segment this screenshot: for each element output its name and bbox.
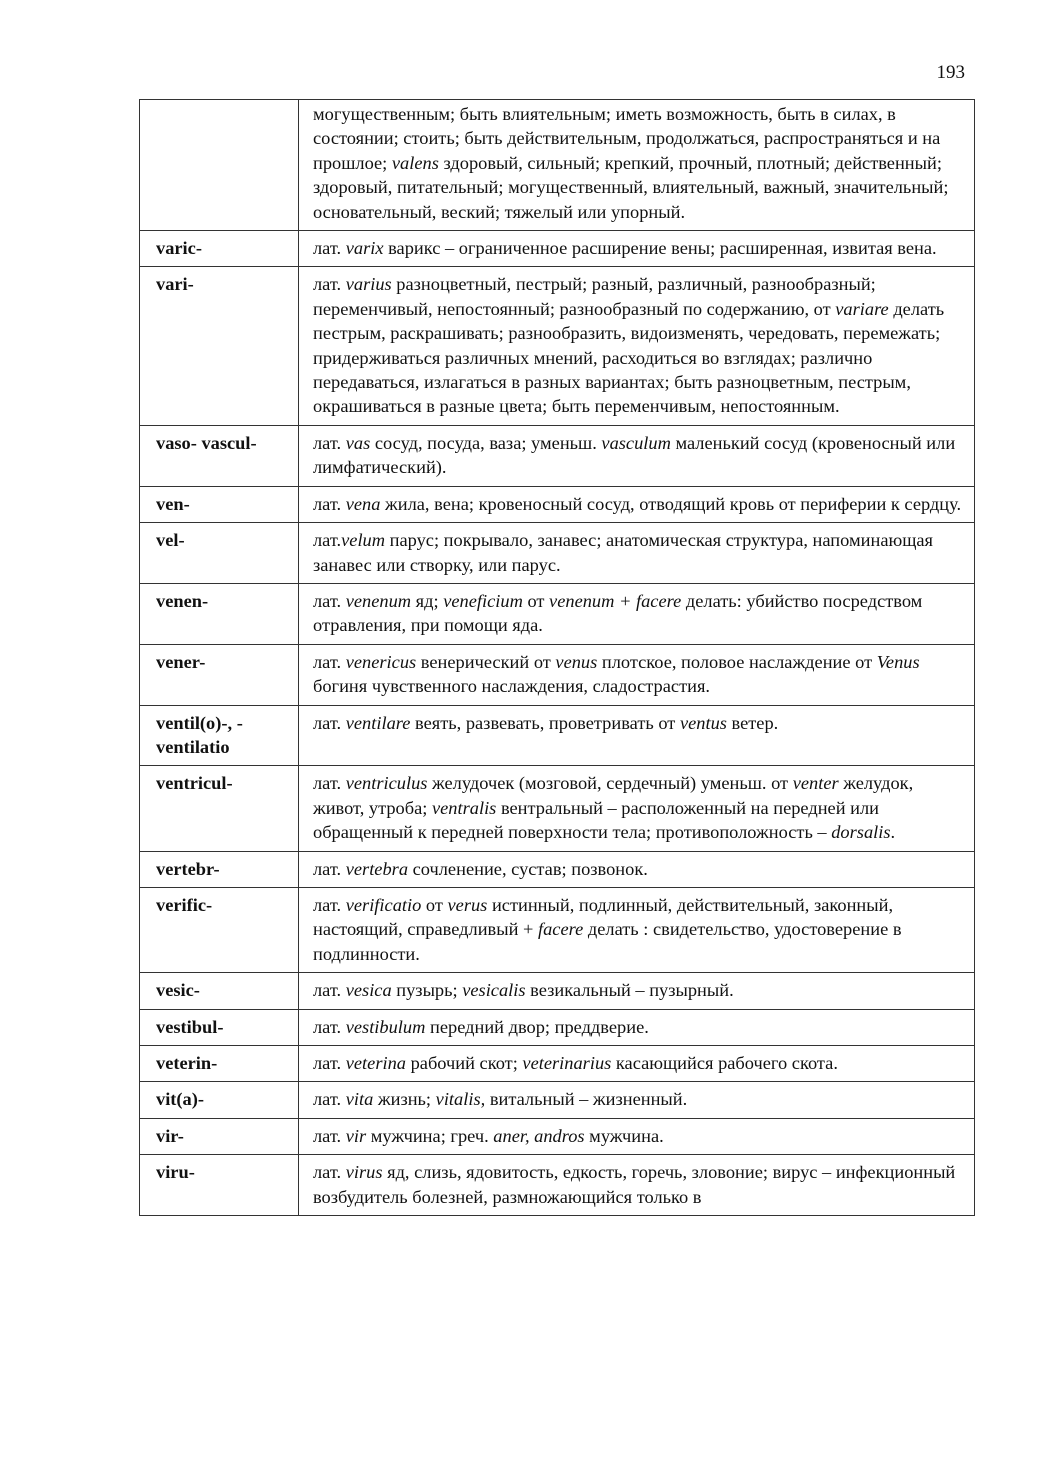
latin-term: vesica	[345, 980, 392, 1001]
definition-cell	[299, 425, 975, 486]
dictionary-row	[140, 1009, 975, 1045]
definition-text: лат.	[313, 1162, 346, 1183]
definition-text: лат.	[313, 712, 346, 733]
definition-text: жизнь;	[373, 1089, 436, 1110]
latin-term: valens	[391, 152, 439, 173]
definition-cell	[299, 851, 975, 887]
term-cell: vestibul-	[140, 1009, 299, 1045]
latin-term: vita	[345, 1089, 374, 1110]
definition-text: от	[421, 894, 448, 915]
definition-cell	[299, 100, 975, 231]
definition-text: разноцветный, пестрый; разный, различный, разнообразный; переменчивый, непостоянный; разнообразный по содержанию, от	[313, 274, 876, 319]
definition-text: .	[890, 822, 896, 843]
term-cell: vir-	[140, 1118, 299, 1154]
definition-text: веять, развевать, проветривать от	[410, 712, 680, 733]
definition-text: лат.	[313, 894, 346, 915]
term-cell: venen-	[140, 583, 299, 644]
definition-text: лат.	[313, 1125, 346, 1146]
term-cell: vesic-	[140, 973, 299, 1009]
definition-cell	[299, 887, 975, 972]
dictionary-row	[140, 231, 975, 267]
definition-text: истинный, подлинный, действительный, законный, настоящий, справедливый +	[313, 894, 894, 940]
definition-text: лат.	[313, 651, 346, 672]
term-cell	[140, 100, 299, 231]
definition-text: венерический от	[416, 651, 556, 672]
term-cell: ventil(o)-, - ventilatio	[140, 705, 299, 766]
latin-term: ventus	[679, 712, 727, 733]
term-cell: vener-	[140, 644, 299, 705]
definition-cell	[299, 231, 975, 267]
dictionary-row	[140, 1082, 975, 1118]
definition-cell	[299, 1082, 975, 1118]
dictionary-row	[140, 100, 975, 231]
dictionary-row	[140, 267, 975, 425]
latin-term: vertebra	[345, 858, 409, 879]
definition-cell	[299, 766, 975, 851]
term-cell: ven-	[140, 486, 299, 522]
latin-term: veneficium	[443, 590, 523, 611]
definition-text: касающийся рабочего скота.	[611, 1053, 838, 1073]
definition-text: парус; покрывало, занавес; анатомическая структура, напоминающая занавес или створку, или парус.	[313, 530, 934, 575]
latin-term: ventralis	[431, 797, 497, 818]
latin-term: verus	[447, 894, 488, 915]
term-cell: vaso- vascul-	[140, 425, 299, 486]
latin-term: venenum	[345, 590, 412, 611]
definition-cell	[299, 486, 975, 522]
latin-term: vesicalis	[462, 980, 526, 1001]
definition-text: пузырь;	[391, 980, 463, 1001]
definition-text: делать: убийство посредством отравления, при помощи яда.	[313, 590, 923, 636]
definition-text: яд;	[411, 590, 444, 611]
latin-term: dorsalis	[831, 822, 891, 843]
definition-text: лат.	[313, 1089, 346, 1110]
definition-text: лат.	[313, 493, 346, 514]
definition-text: яд, слизь, ядовитость, едкость, горечь, зловоние; вирус – инфекционный возбудитель болезней, размножающийся только в	[313, 1162, 956, 1207]
latin-term: venericus	[345, 651, 417, 672]
latin-term: venus	[555, 651, 598, 672]
latin-term: varix	[345, 238, 384, 259]
latin-term: aner, andros	[493, 1125, 585, 1146]
latin-term: velum	[341, 530, 386, 551]
term-cell: vari-	[140, 267, 299, 425]
latin-term: vena	[345, 493, 381, 514]
definition-text: лат.	[313, 858, 346, 879]
term-cell: veterin-	[140, 1046, 299, 1082]
latin-term: vir	[345, 1125, 367, 1146]
definition-text: здоровый, сильный; крепкий, прочный, плотный; действенный; здоровый, питательный; могущественный, влиятельный, важный, значительный; основательный, веский; тяжелый или упорный.	[313, 152, 949, 222]
definition-text: сосуд, посуда, ваза; уменьш.	[370, 432, 602, 453]
latin-term: ventriculus	[345, 773, 428, 794]
definition-text: мужчина.	[584, 1125, 664, 1146]
latin-term: venter	[792, 773, 839, 794]
dictionary-row	[140, 705, 975, 766]
definition-text: лат.	[313, 590, 346, 611]
dictionary-row	[140, 851, 975, 887]
definition-cell	[299, 705, 975, 766]
term-cell: vit(a)-	[140, 1082, 299, 1118]
dictionary-row	[140, 973, 975, 1009]
definition-cell	[299, 523, 975, 584]
latin-term: veterinarius	[522, 1053, 612, 1073]
definition-text: лат.	[313, 530, 342, 551]
definition-text: лат.	[313, 238, 346, 259]
definition-text: сочленение, сустав; позвонок.	[408, 858, 648, 879]
definition-text: лат.	[313, 432, 346, 453]
term-cell: ventricul-	[140, 766, 299, 851]
definition-text: лат.	[313, 1016, 346, 1037]
definition-text: плотское, половое наслаждение от	[597, 651, 877, 672]
definition-text: рабочий скот;	[405, 1053, 523, 1073]
latin-term: varius	[345, 274, 392, 295]
dictionary-row	[140, 583, 975, 644]
definition-text: вентральный – расположенный на передней или обращенный к передней поверхности тела; противоположность –	[313, 797, 880, 843]
dictionary-row	[140, 766, 975, 851]
dictionary-row	[140, 425, 975, 486]
latin-term: vestibulum	[345, 1016, 426, 1037]
latin-term: verificatio	[345, 894, 422, 915]
definition-text: жила, вена; кровеносный сосуд, отводящий кровь от периферии к сердцу.	[380, 493, 962, 514]
term-cell: vertebr-	[140, 851, 299, 887]
latin-term: facere	[538, 919, 584, 940]
dictionary-row	[140, 887, 975, 972]
definition-text: лат.	[313, 980, 346, 1001]
term-cell: viru-	[140, 1155, 299, 1216]
term-cell: varic-	[140, 231, 299, 267]
definition-cell	[299, 973, 975, 1009]
term-cell: vel-	[140, 523, 299, 584]
latin-term: vasculum	[601, 432, 671, 453]
definition-text: передний двор; преддверие.	[425, 1016, 649, 1037]
latin-term: vitalis,	[435, 1089, 486, 1110]
dictionary-row	[140, 644, 975, 705]
definition-text: делать : свидетельство, удостоверение в подлинности.	[313, 919, 902, 964]
dictionary-row	[140, 523, 975, 584]
latin-term: ventilare	[345, 712, 411, 733]
latin-term: venenum + facere	[549, 590, 682, 611]
dictionary-table-body	[140, 100, 975, 1216]
definition-cell	[299, 583, 975, 644]
definition-cell	[299, 1155, 975, 1216]
definition-text: маленький сосуд (кровеносный или лимфатический).	[313, 432, 956, 478]
definition-text: варикс – ограниченное расширение вены; расширенная, извитая вена.	[383, 238, 937, 259]
latin-term: veterina	[345, 1053, 406, 1073]
definition-cell	[299, 1046, 975, 1082]
definition-text: лат.	[313, 773, 346, 794]
definition-text: от	[522, 590, 550, 611]
latin-term: variare	[835, 298, 889, 319]
dictionary-row	[140, 1155, 975, 1216]
definition-cell	[299, 644, 975, 705]
term-cell: verific-	[140, 887, 299, 972]
latin-term: vas	[345, 432, 371, 453]
latin-term: virus	[345, 1162, 383, 1183]
definition-text: мужчина; греч.	[366, 1125, 494, 1146]
dictionary-table	[139, 99, 975, 1216]
dictionary-row	[140, 1118, 975, 1154]
definition-cell	[299, 267, 975, 425]
definition-cell	[299, 1118, 975, 1154]
definition-text: желудочек (мозговой, сердечный) уменьш. от	[427, 773, 793, 794]
dictionary-row	[140, 1046, 975, 1082]
definition-text: делать пестрым, раскрашивать; разнообразить, видоизменять, чередовать, перемежать; придерживаться различных мнений, расходиться во взглядах; различно передаваться, излагаться в разных вариантах; быть разноцветным, пестрым, окрашиваться в разные цвета; быть переменчивым, непостоянным.	[313, 298, 945, 417]
definition-text: лат.	[313, 1053, 346, 1073]
page-number: 193	[936, 62, 965, 83]
latin-term: Venus	[876, 651, 920, 672]
definition-text: могущественным; быть влиятельным; иметь возможность, быть в силах, в состоянии; стоить; быть действительным, продолжаться, распространяться и на прошлое;	[313, 104, 941, 173]
definition-text: ветер.	[726, 712, 779, 733]
definition-text: везикальный – пузырный.	[525, 980, 734, 1001]
definition-cell	[299, 1009, 975, 1045]
definition-text: богиня чувственного наслаждения, сладострастия.	[313, 676, 711, 697]
definition-text: лат.	[313, 274, 346, 295]
dictionary-row	[140, 486, 975, 522]
definition-text: желудок, живот, утроба;	[313, 773, 914, 818]
definition-text: витальный – жизненный.	[485, 1089, 688, 1110]
